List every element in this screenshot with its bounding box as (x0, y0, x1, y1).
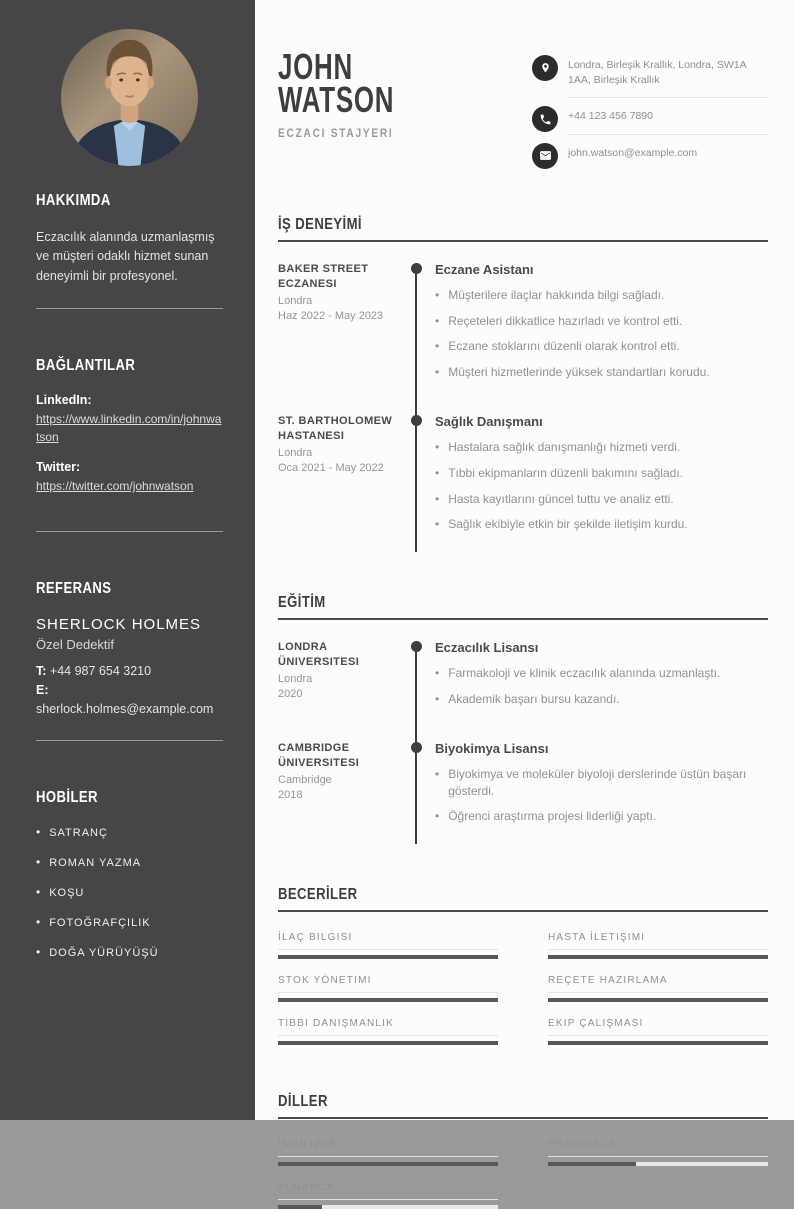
skill-item (278, 1018, 498, 1045)
job-bullet (435, 516, 768, 533)
company-name: BAKER STREET ECZANESI (278, 262, 369, 290)
skills-title: BECERİLER (278, 886, 358, 904)
hobby-label: ROMAN YAZMA (49, 857, 142, 870)
bullet-icon: • (435, 339, 440, 354)
reference-heading: REFERANS (36, 580, 112, 598)
language-item (278, 1182, 498, 1209)
contact-phone: +44 123 456 7890 (568, 106, 768, 134)
twitter-link[interactable]: https://twitter.com/johnwatson (36, 479, 194, 494)
education-item (278, 640, 768, 741)
company-location: Londra (278, 294, 313, 307)
about-heading: HAKKIMDA (36, 192, 111, 209)
phone-icon (532, 106, 558, 132)
contact-location: Londra, Birleşik Krallık, Londra, SW1A 1AA, Birleşik Krallık (568, 55, 768, 98)
linkedin-link[interactable]: https://www.linkedin.com/in/johnwatson (36, 412, 222, 445)
timeline-line (415, 414, 417, 552)
language-bar (278, 1205, 498, 1209)
linkedin-label: LinkedIn: (36, 393, 92, 408)
hobby-label: SATRANÇ (49, 827, 108, 840)
header (278, 0, 768, 178)
bullet-icon: • (435, 766, 440, 781)
hobby-item (36, 855, 223, 869)
school-location: Londra (278, 672, 313, 685)
skill-bar (278, 998, 498, 1002)
language-item (548, 1139, 768, 1166)
company-location: Londra (278, 446, 313, 459)
experience-section (278, 216, 768, 552)
experience-detail-block (429, 414, 768, 552)
hobby-item (36, 885, 223, 899)
bullet-icon: • (435, 440, 440, 455)
bullet-text: Müşteri hizmetlerinde yüksek standartları korudu. (448, 365, 710, 380)
skill-bar (548, 955, 768, 959)
timeline-line (415, 646, 417, 741)
skill-bar-fill (278, 955, 498, 959)
timeline (403, 741, 429, 844)
skill-bar (278, 955, 498, 959)
job-bullet (435, 465, 768, 482)
language-bar (278, 1162, 498, 1166)
twitter-link-group (36, 460, 223, 495)
sidebar-links-section (36, 331, 223, 532)
bullet-text: Hastalara sağlık danışmanlığı hizmeti verdi. (448, 440, 681, 455)
timeline-line (415, 268, 417, 414)
sidebar-reference-section (36, 554, 223, 741)
reference-phone (36, 662, 223, 681)
reference-phone-value: +44 987 654 3210 (49, 664, 152, 679)
job-role: ECZACI STAJYERI (278, 126, 394, 141)
bullet-text: Müşterilere ilaçlar hakkında bilgi sağladı. (448, 287, 665, 302)
portrait-illustration (61, 29, 198, 166)
bullet-icon: • (435, 517, 440, 532)
language-bar-fill (278, 1205, 322, 1209)
last-name: WATSON (278, 79, 395, 121)
languages-section (278, 1093, 768, 1209)
bullet-text: Öğrenci araştırma projesi liderliği yaptı. (448, 809, 657, 824)
hobby-label: KOŞU (49, 887, 85, 900)
bullet-icon: • (36, 825, 42, 840)
links-heading: BAĞLANTILAR (36, 357, 136, 375)
sidebar-about-section (36, 166, 223, 309)
reference-email (36, 681, 223, 719)
school-name: LONDRA ÜNIVERSITESI (278, 641, 360, 669)
bullet-icon: • (435, 465, 440, 480)
contact-location-row (532, 55, 768, 98)
languages-header (278, 1093, 768, 1119)
timeline-dot-icon (411, 641, 422, 652)
sidebar-hobbies-section (36, 763, 223, 997)
company-dates: Oca 2021 - May 2022 (278, 462, 384, 475)
skills-grid (278, 932, 768, 1045)
school-dates: 2018 (278, 788, 303, 801)
skill-bar-fill (548, 955, 768, 959)
skill-label: STOK YÖNETIMI (278, 975, 498, 993)
job-bullet (435, 364, 768, 381)
bullet-icon: • (36, 855, 42, 870)
skill-bar-fill (278, 1041, 498, 1045)
language-label: ALMANCA (278, 1182, 498, 1200)
job-bullet (435, 491, 768, 508)
bullet-text: Farmakoloji ve klinik eczacılık alanında uzmanlaştı. (448, 666, 721, 681)
contact-phone-row (532, 106, 768, 134)
name-block (278, 46, 439, 178)
skill-item (278, 975, 498, 1002)
email-icon (532, 143, 558, 169)
education-item (278, 741, 768, 844)
company-dates: Haz 2022 - May 2023 (278, 309, 384, 322)
bullet-text: Tıbbi ekipmanların düzenli bakımını sağladı. (448, 465, 683, 480)
degree-bullet (435, 665, 768, 682)
experience-item (278, 414, 768, 552)
education-title: EĞİTİM (278, 594, 326, 612)
bullet-icon: • (435, 666, 440, 681)
skill-label: EKIP ÇALIŞMASI (548, 1018, 768, 1036)
timeline (403, 414, 429, 552)
skill-label: İLAÇ BILGISI (278, 932, 498, 950)
about-text: Eczacılık alanında uzmanlaşmış ve müşteri odaklı hizmet sunan deneyimli bir profesyonel. (36, 230, 215, 283)
job-title: Sağlık Danışmanı (435, 414, 543, 430)
linkedin-link-group (36, 393, 223, 446)
education-header (278, 594, 768, 620)
experience-detail-block (429, 262, 768, 414)
skill-bar-fill (278, 998, 498, 1002)
education-section (278, 594, 768, 844)
sidebar (0, 0, 255, 1120)
language-bar (548, 1162, 768, 1166)
languages-grid (278, 1139, 768, 1209)
skill-item (548, 975, 768, 1002)
hobbies-heading: HOBİLER (36, 789, 98, 807)
company-name: ST. BARTHOLOMEW HASTANESI (278, 415, 393, 442)
job-bullet (435, 313, 768, 330)
skill-bar (548, 998, 768, 1002)
reference-email-value: sherlock.holmes@example.com (36, 701, 214, 716)
experience-title: İŞ DENEYİMİ (278, 215, 362, 233)
language-item (278, 1139, 498, 1166)
skill-item (548, 1018, 768, 1045)
skill-item (278, 932, 498, 959)
degree-bullet (435, 808, 768, 825)
contact-email: john.watson@example.com (568, 146, 698, 159)
degree-bullet (435, 691, 768, 708)
skills-section (278, 886, 768, 1045)
bullet-icon: • (435, 809, 440, 824)
bullet-text: Reçeteleri dikkatlice hazırladı ve kontrol etti. (448, 313, 683, 328)
bullet-icon: • (435, 313, 440, 328)
timeline-dot-icon (411, 415, 422, 426)
experience-org-block (278, 262, 403, 414)
bullet-icon: • (36, 945, 42, 960)
language-label: İNGILIZCE (278, 1139, 498, 1157)
school-dates: 2020 (278, 688, 303, 701)
job-bullet (435, 338, 768, 355)
job-bullet (435, 439, 768, 456)
skill-bar (278, 1041, 498, 1045)
timeline-line (415, 741, 417, 844)
timeline (403, 640, 429, 741)
bullet-icon: • (36, 915, 42, 930)
languages-title: DİLLER (278, 1093, 328, 1111)
skill-bar-fill (548, 1041, 768, 1045)
contact-block (532, 50, 768, 178)
hobby-item (36, 915, 223, 929)
bullet-icon: • (435, 692, 440, 707)
skill-label: HASTA İLETIŞIMI (548, 932, 768, 950)
degree-title: Biyokimya Lisansı (435, 740, 549, 756)
twitter-label: Twitter: (36, 460, 81, 475)
bullet-icon: • (435, 365, 440, 380)
degree-title: Eczacılık Lisansı (435, 640, 539, 656)
education-org-block (278, 741, 403, 844)
bullet-text: Biyokimya ve moleküler biyoloji derslerinde üstün başarı gösterdi. (448, 766, 747, 798)
timeline-dot-icon (411, 263, 422, 274)
experience-header (278, 216, 768, 242)
education-detail-block (429, 640, 768, 741)
skill-bar (548, 1041, 768, 1045)
job-bullet (435, 287, 768, 304)
language-label: FRANSIZCA (548, 1139, 768, 1157)
bullet-text: Akademik başarı bursu kazandı. (448, 692, 620, 707)
profile-photo (61, 29, 198, 166)
bullet-icon: • (435, 491, 440, 506)
skill-label: TIBBI DANIŞMANLIK (278, 1018, 498, 1036)
first-name: JOHN (278, 46, 353, 87)
timeline (403, 262, 429, 414)
language-bar-fill (548, 1162, 636, 1166)
education-org-block (278, 640, 403, 741)
skill-item (548, 932, 768, 959)
bullet-text: Sağlık ekibiyle etkin bir şekilde iletişim kurdu. (448, 517, 688, 532)
experience-item (278, 262, 768, 414)
education-detail-block (429, 741, 768, 844)
bullet-icon: • (435, 287, 440, 302)
hobby-item (36, 945, 223, 959)
contact-email-row (532, 143, 768, 170)
reference-title: Özel Dedektif (36, 637, 115, 653)
job-title: Eczane Asistanı (435, 261, 534, 277)
main-content (255, 0, 794, 1194)
reference-phone-label: T: (36, 664, 47, 679)
timeline-dot-icon (411, 742, 422, 753)
skill-label: REÇETE HAZIRLAMA (548, 975, 768, 993)
skill-bar-fill (548, 998, 768, 1002)
skills-header (278, 886, 768, 912)
hobby-label: DOĞA YÜRÜYÜŞÜ (49, 947, 159, 960)
bullet-text: Hasta kayıtlarını güncel tuttu ve analiz etti. (448, 491, 674, 506)
hobby-label: FOTOĞRAFÇILIK (49, 917, 151, 930)
experience-org-block (278, 414, 403, 552)
reference-email-label: E: (36, 682, 49, 697)
school-name: CAMBRIDGE ÜNIVERSITESI (278, 741, 360, 769)
degree-bullet (435, 766, 768, 800)
location-icon (532, 55, 558, 81)
school-location: Cambridge (278, 773, 332, 786)
hobby-item (36, 825, 223, 839)
bullet-text: Eczane stoklarını düzenli olarak kontrol etti. (448, 339, 680, 354)
language-bar-fill (278, 1162, 498, 1166)
reference-name: SHERLOCK HOLMES (36, 616, 202, 634)
bullet-icon: • (36, 885, 42, 900)
